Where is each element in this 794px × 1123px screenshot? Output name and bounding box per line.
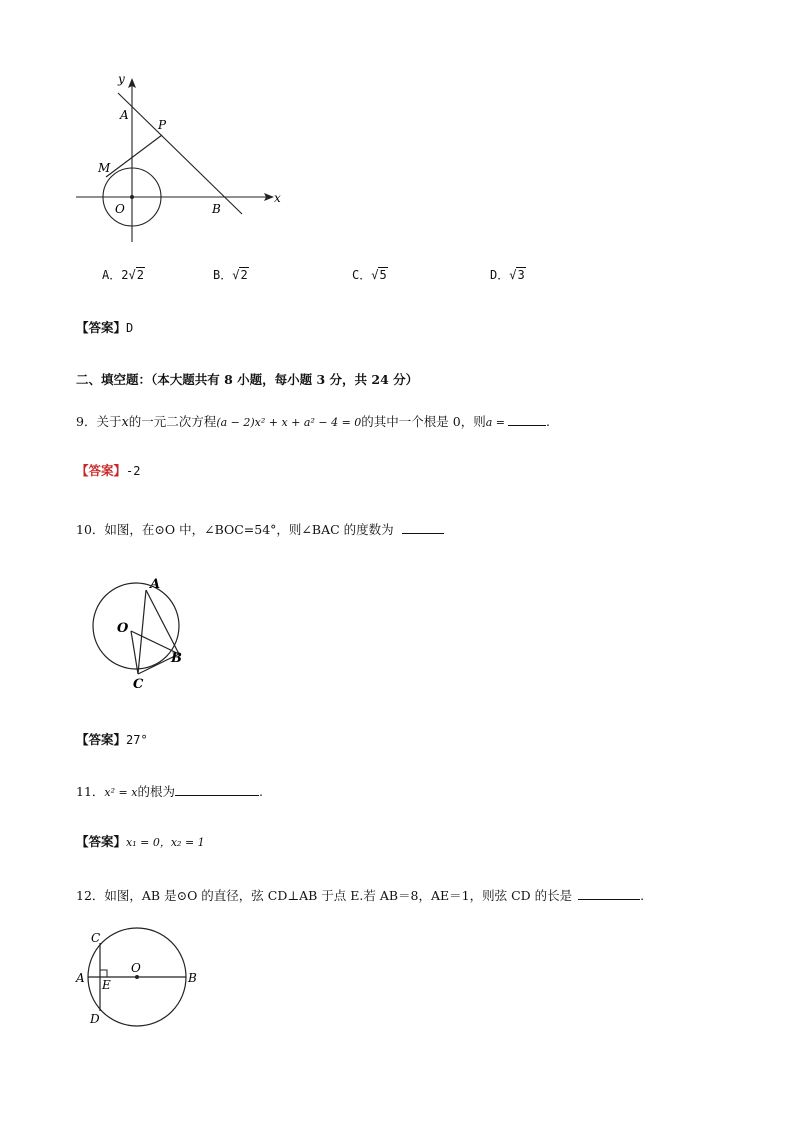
section-title: 二、填空题：（本大题共有 8 小题，每小题 3 分，共 24 分） [76,372,419,387]
sqrt-symbol: √2 [128,268,144,282]
label-y: y [118,72,125,86]
label-P: P [158,118,167,132]
choice-c: C．√5 [352,268,387,282]
label-B: B [171,651,182,666]
label-C: C [91,931,101,945]
label-D: D [90,1012,100,1026]
label-M: M [98,161,111,175]
label-C: C [133,677,144,692]
question-10: 10．如图，在⊙O 中，∠BOC=54°，则∠BAC 的度数为 [76,520,444,538]
q10-answer: 【答案】27° [76,732,148,747]
answer-blank [402,521,444,534]
choice-b: B．√2 [213,268,248,282]
question-9: 9．关于x的一元二次方程(a − 2)x² + x + a² − 4 = 0的其中一个根是 0，则a = . [76,414,550,430]
label-E: E [102,978,111,992]
label-O: O [131,961,141,975]
answer-blank [175,783,259,796]
sqrt-symbol: √5 [371,268,387,282]
choice-a: A．2√2 [102,268,144,282]
answer-blank [578,887,640,900]
label-A: A [120,108,129,122]
q11-answer: 【答案】x₁ = 0，x₂ = 1 [76,834,205,849]
answer-blank [508,413,546,426]
label-O: O [115,202,125,216]
choice-d: D．√3 [490,268,525,282]
sqrt-symbol: √2 [232,268,248,282]
question-12: 12．如图，AB 是⊙O 的直径，弦 CD⊥AB 于点 E.若 AB＝8，AE＝1，则弦 CD 的长是 . [76,888,645,903]
label-B: B [188,971,197,985]
q9-answer: 【答案】-2 [76,463,141,478]
label-B: B [212,202,221,216]
label-O: O [117,621,129,636]
figure-circle-abc [86,574,196,694]
question-11: 11．x² = x的根为 . [76,784,263,799]
sqrt-symbol: √3 [509,268,525,282]
label-A: A [76,971,85,985]
label-A: A [150,577,161,592]
figure-circle-chord [70,926,210,1032]
figure-coordinate [70,68,290,248]
q8-answer: 【答案】D [76,320,134,335]
label-x: x [274,191,281,205]
